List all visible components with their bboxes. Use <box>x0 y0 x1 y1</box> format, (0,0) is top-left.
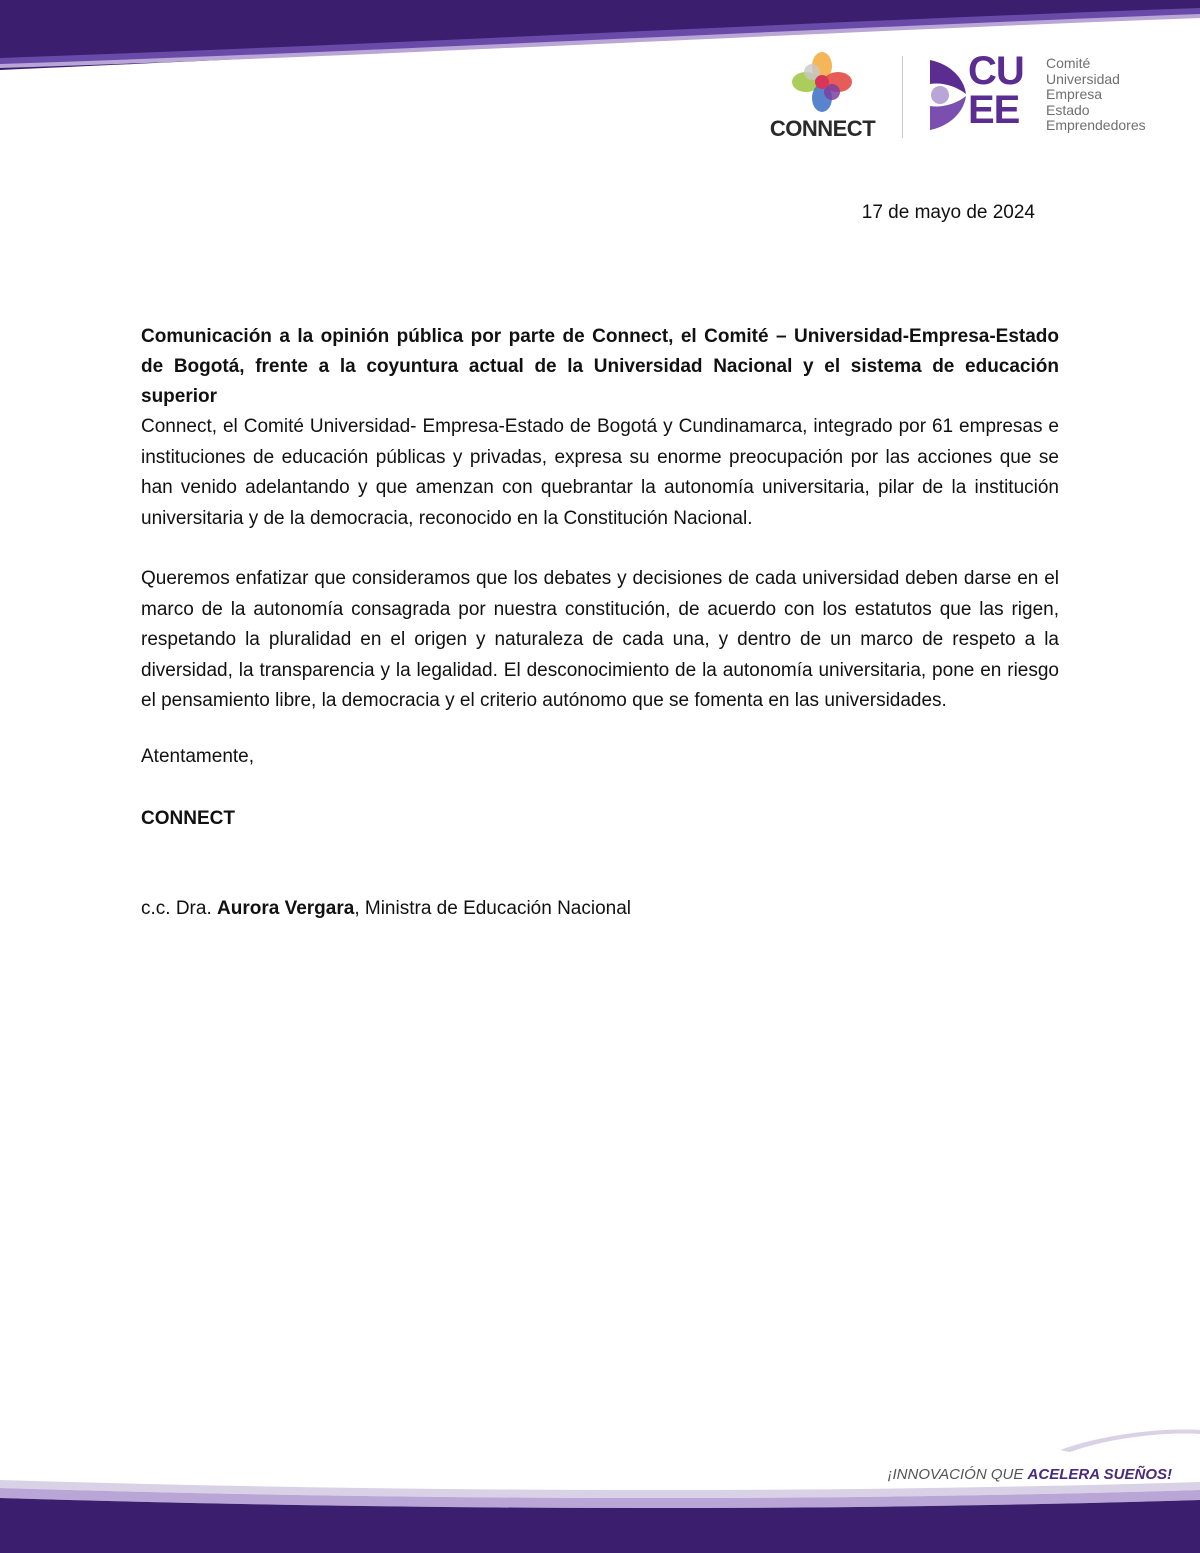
slogan-bold: ACELERA SUEÑOS! <box>1027 1466 1172 1483</box>
cuee-word: Estado <box>1046 101 1090 118</box>
closing-salutation: Atentamente, <box>141 746 255 767</box>
logo-divider <box>902 56 903 138</box>
signature: CONNECT <box>141 808 235 829</box>
body-paragraph: Queremos enfatizar que consideramos que los debates y decisiones de cada universidad deben darse en el marco de la autonomía consagrada por nuestra constitución, de acuerdo con los estatutos que las rigen, respetando la pluralidad en el origen y naturaleza de cada una, y dentro de un marco de respeto a la diversidad, la transparencia y la legalidad. El desconocimiento de la autonomía universitaria, pone en riesgo el pensamiento libre, la democracia y el criterio autónomo que se fomenta en las universidades. <box>141 568 1059 711</box>
cuee-logo-letters <box>968 49 1038 132</box>
cuee-letters-top: CU <box>968 49 1024 93</box>
cuee-letters-bottom: EE <box>968 88 1020 132</box>
cc-suffix: , Ministra de Educación Nacional <box>354 898 632 919</box>
cuee-word: Universidad <box>1046 70 1120 87</box>
cc-prefix: c.c. Dra. <box>141 898 218 919</box>
connect-logo-icon <box>792 52 852 112</box>
footer-band <box>0 1420 1200 1553</box>
slogan-regular: ¡INNOVACIÓN QUE <box>887 1466 1028 1483</box>
letter-date: 17 de mayo de 2024 <box>861 202 1035 223</box>
connect-logo-text: CONNECT <box>769 116 876 141</box>
cuee-word: Empresa <box>1046 86 1103 102</box>
letter-title: Comunicación a la opinión pública por parte de Connect, el Comité – Universidad-Empresa-Estado de Bogotá, frente a la coyuntura actual de la Universidad Nacional y el sistema de educación superior <box>141 326 1059 407</box>
connect-logo <box>760 52 885 144</box>
cuee-logo-icon <box>926 56 970 134</box>
body-paragraph: Connect, el Comité Universidad- Empresa-Estado de Bogotá y Cundinamarca, integrado por 61 empresas e instituciones de educación públicas y privadas, expresa su enorme preocupación por las acciones que se han venido adelantando y que amenzan con quebrantar la autonomía universitaria, pilar de la institución universitaria y de la democracia, reconocido en la Constitución Nacional. <box>141 416 1059 529</box>
cuee-word: Emprendedores <box>1046 117 1146 133</box>
cc-line <box>141 898 631 920</box>
cuee-logo-words <box>1046 56 1146 134</box>
cuee-logo <box>926 49 1171 140</box>
cuee-word: Comité <box>1046 55 1091 71</box>
cc-name: Aurora Vergara <box>217 898 355 919</box>
